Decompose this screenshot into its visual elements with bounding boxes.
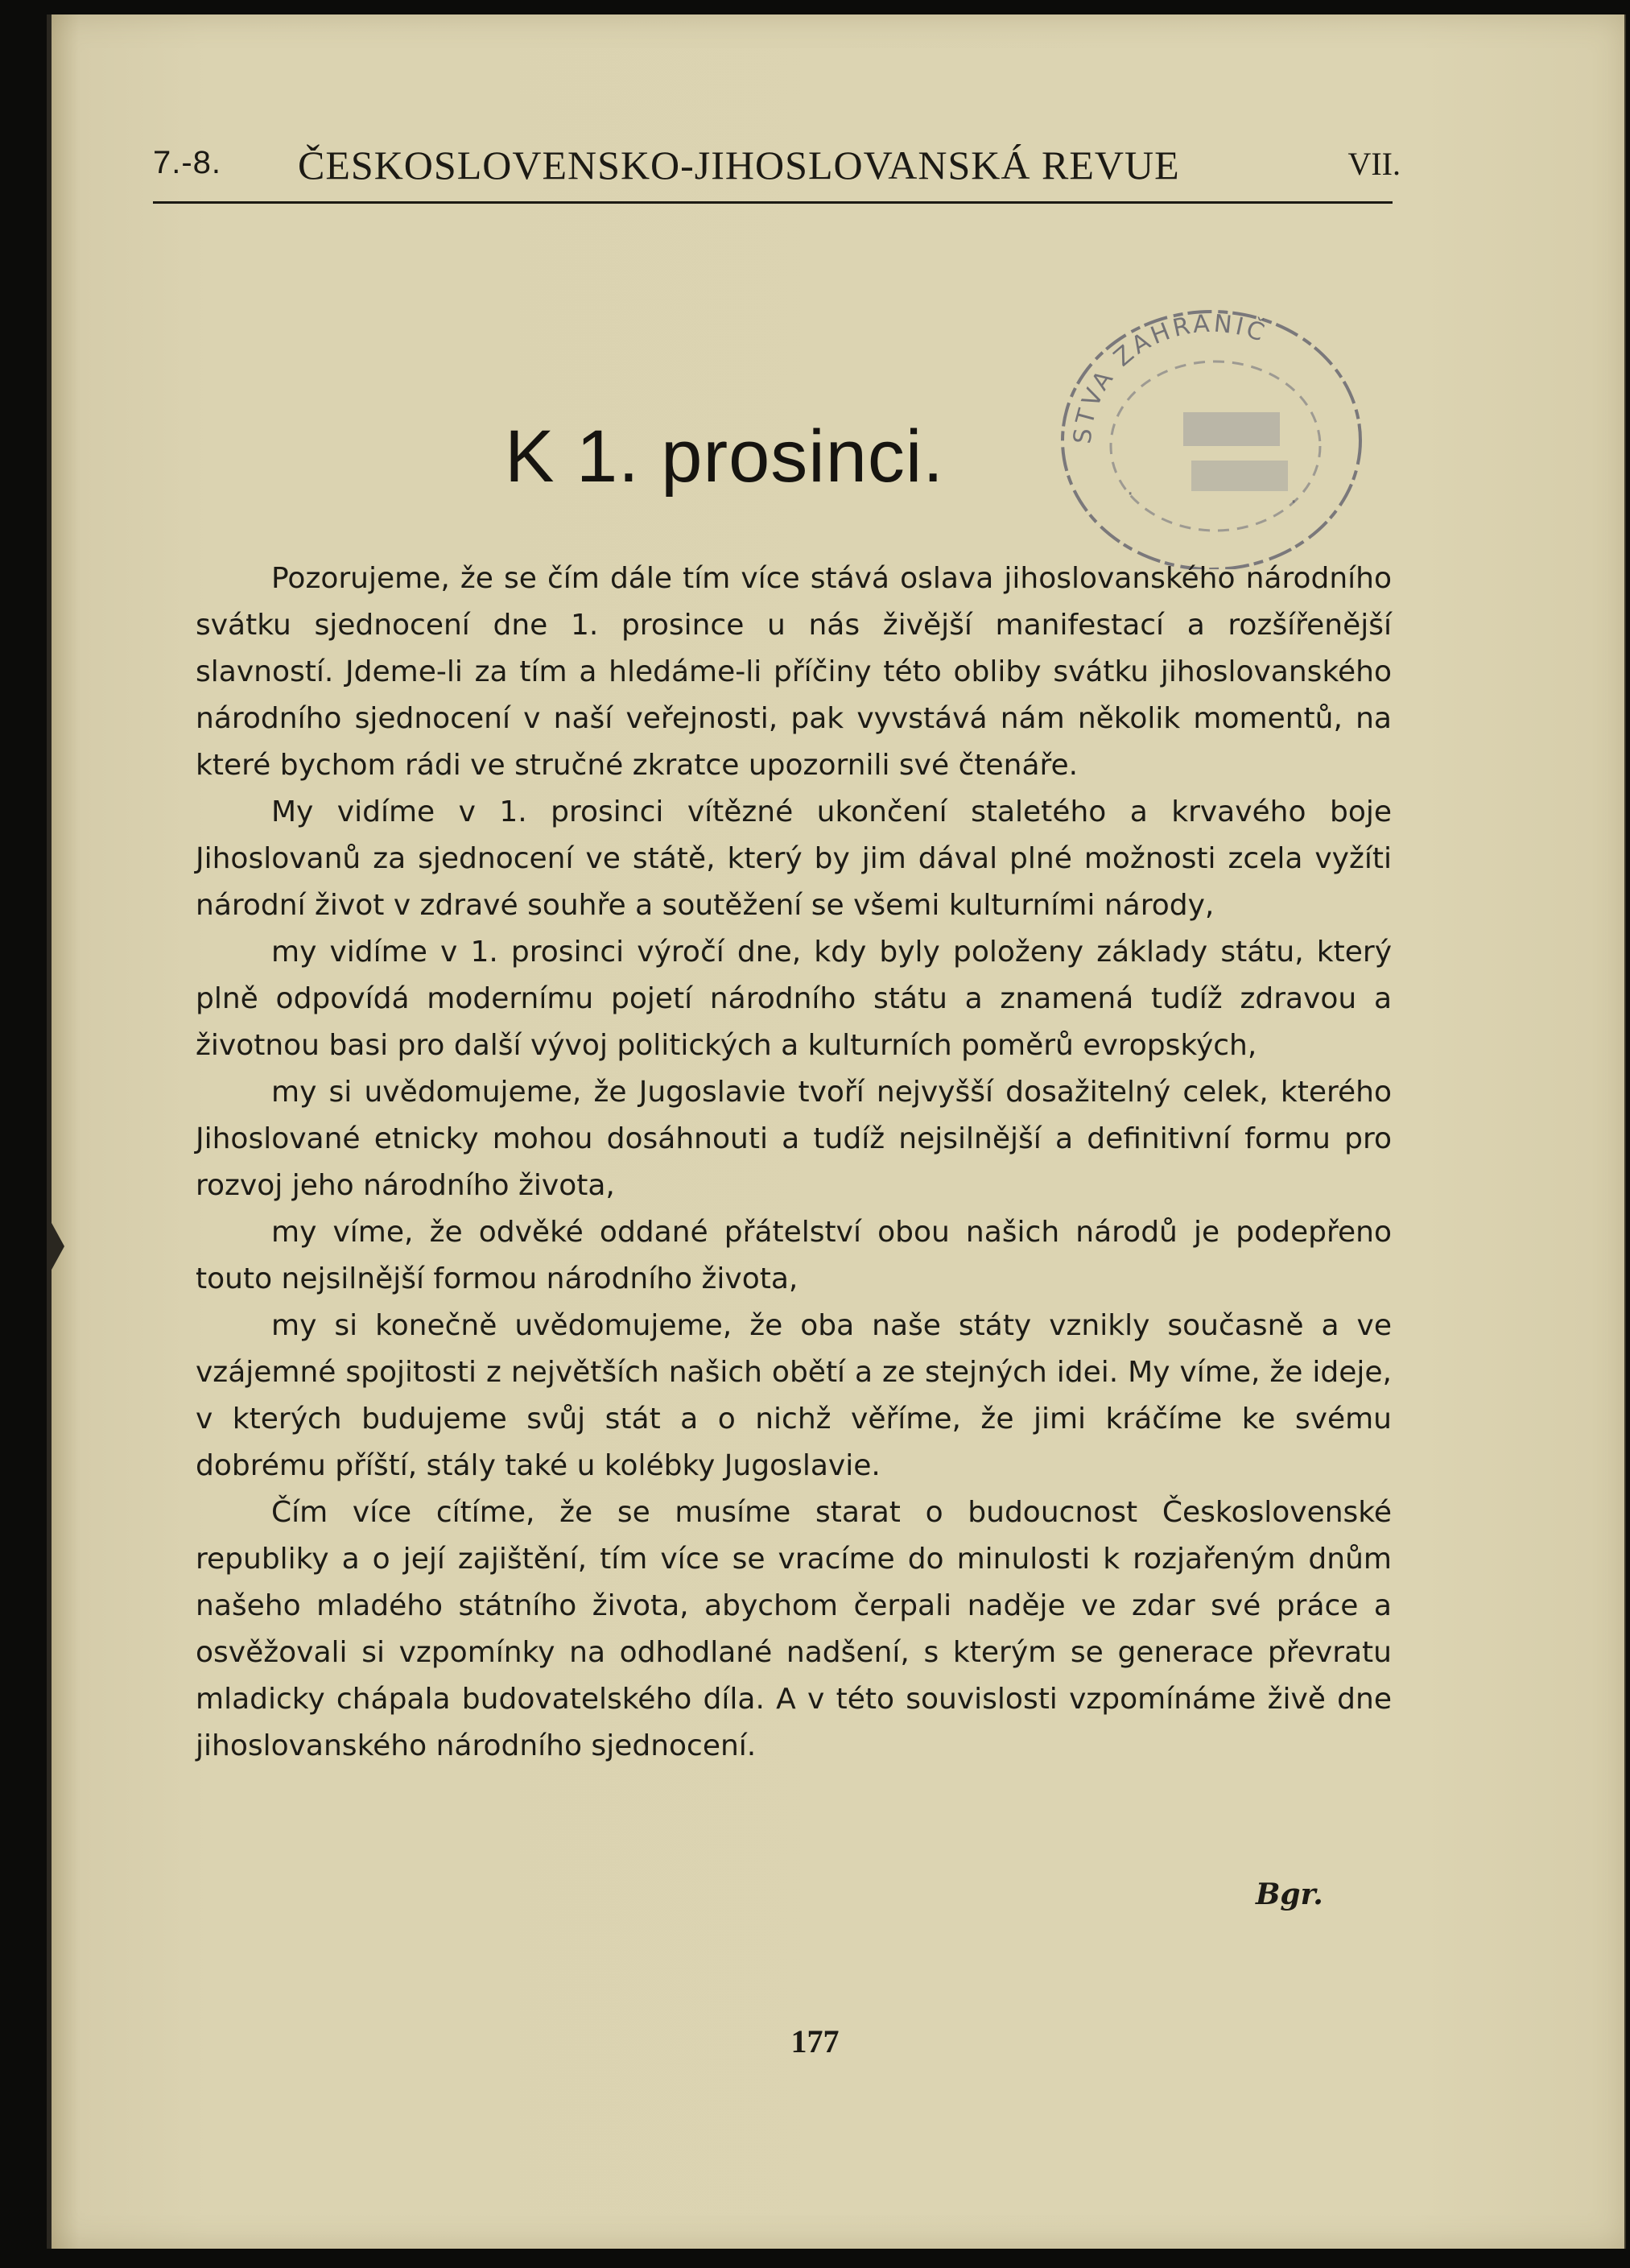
volume-number: VII. bbox=[1347, 146, 1401, 182]
paragraph: my si uvědomujeme, že Jugoslavie tvoří nejvyšší dosažitelný celek, kterého Jihoslované etnicky mohou dosáhnouti a tudíž nejsilnější a definitivní formu pro rozvoj jeho národního života, bbox=[196, 1076, 1392, 1202]
paragraph: My vidíme v 1. prosinci vítězné ukončení staletého a krvavého boje Jihoslovanů za sjednocení ve státě, který by jim dával plné možnosti zcela vyžíti národní život v zdravé souhře a soutěžení se všemi kulturními národy, bbox=[196, 795, 1392, 922]
binding-notch bbox=[47, 1214, 64, 1279]
running-header bbox=[153, 142, 1401, 198]
svg-text:·: · bbox=[1127, 482, 1134, 506]
paragraph: my vidíme v 1. prosinci výročí dne, kdy byly položeny základy státu, který plně odpovídá modernímu pojetí národního státu a znamená tudíž zdravou a životnou basi pro další vývoj politických a kulturních poměrů evropských, bbox=[196, 936, 1392, 1062]
article-title: K 1. prosinci. bbox=[505, 415, 944, 498]
issue-number: 7.-8. bbox=[153, 145, 222, 180]
journal-title: ČESKOSLOVENSKO-JIHOSLOVANSKÁ REVUE bbox=[298, 143, 1180, 188]
author-signature: Bgr. bbox=[1256, 1878, 1323, 1911]
header-rule bbox=[153, 201, 1393, 204]
paragraph: Čím více cítíme, že se musíme starat o budoucnost Československé republiky a o její zajištění, tím více se vracíme do minulosti k rozjařeným dnům našeho mladého státního života, abychom čerpali naděje ve zdar své práce a osvěžovali si vzpomínky na odhodlané nadšení, s kterým se generace převratu mladicky chápala budovatelského díla. A v této souvislosti vzpomínáme živě dne jihoslovanského národního sjednocení. bbox=[196, 1496, 1392, 1762]
binding-edge bbox=[47, 14, 52, 2249]
paragraph: my víme, že odvěké oddané přátelství obou našich národů je podepřeno touto nejsilnější formou národního života, bbox=[196, 1216, 1392, 1295]
stamp-text: STVA ZAHRANIČ bbox=[1068, 309, 1271, 445]
paragraph: my si konečně uvědomujeme, že oba naše státy vznikly současně a ve vzájemné spojitosti z největších našich obětí a ze stejných idei. My víme, že ideje, v kterých budujeme svůj stát a o nichž věříme, že jimi kráčíme ke svému dobrému příští, stály také u kolébky Jugoslavie. bbox=[196, 1309, 1392, 1482]
page-number: 177 bbox=[790, 2023, 840, 2059]
paragraph: Pozorujeme, že se čím dále tím více stává oslava jihoslovanského národního svátku sjednocení dne 1. prosince u nás živější manifestací a rozšířenější slavností. Jdeme-li za tím a hledáme-li příčiny této obliby svátku jihoslovanského národního sjednocení v naší veřejnosti, pak vyvstává nám několik momentů, na které bychom rádi ve stručné zkratce upozornili své čtenáře. bbox=[196, 562, 1392, 782]
page-edge bbox=[1624, 14, 1626, 2249]
svg-text:·: · bbox=[1290, 490, 1298, 514]
article-body bbox=[196, 556, 1392, 1770]
